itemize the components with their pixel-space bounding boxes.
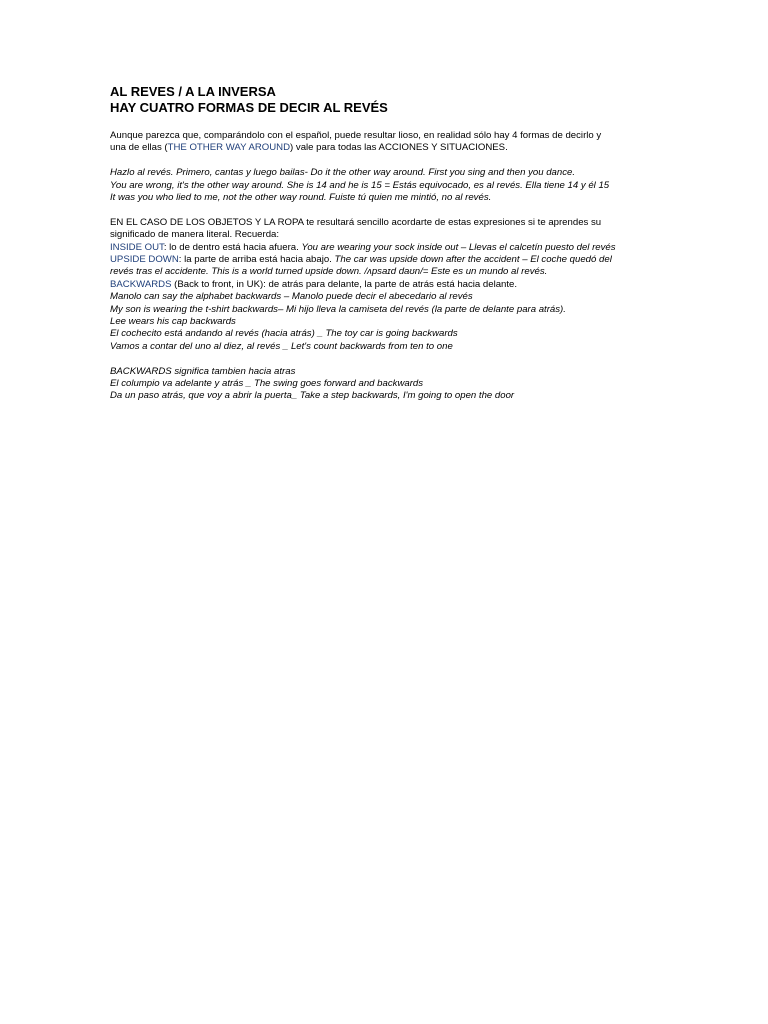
intro-text-b: ) vale para todas las ACCIONES Y SITUACIONES.: [290, 142, 508, 154]
objects-line-1: EN EL CASO DE LOS OBJETOS Y LA ROPA te resultará sencillo acordarte de estas expresiones si te aprendes su: [110, 216, 602, 228]
backwards-example-4: El cochecito está andando al revés (hacia atrás) _ The toy car is going backwards: [110, 328, 458, 340]
subtitle: HAY CUATRO FORMAS DE DECIR AL REVÉS: [110, 100, 388, 115]
intro-line-1: Aunque parezca que, comparándolo con el español, puede resultar lioso, en realidad sólo hay 4 formas de decirlo y: [110, 130, 602, 141]
intro-line-2: [110, 142, 670, 154]
step-example: Da un paso atrás, que voy a abrir la puerta_ Take a step backwards, I'm going to open the door: [110, 390, 515, 402]
objects-line-2: significado de manera literal. Recuerda:: [110, 229, 280, 241]
example-line-3: It was you who lied to me, not the other way round. Fuiste tú quien me mintió, no al revés.: [110, 192, 492, 204]
inside-out-label: INSIDE OUT: [110, 241, 164, 253]
intro-text-a: una de ellas (: [110, 142, 168, 154]
backwards-example-5: Vamos a contar del uno al diez, al revés _ Let's count backwards from ten to one: [110, 340, 453, 352]
swing-example: El columpio va adelante y atrás _ The swing goes forward and backwards: [110, 378, 424, 390]
inside-out-definition: : lo de dentro está hacia afuera.: [163, 241, 302, 253]
backwards-example-2: My son is wearing the t-shirt backwards– Mi hijo lleva la camiseta del revés (la parte de delante para atrás).: [110, 303, 566, 315]
main-title: AL REVES / A LA INVERSA: [110, 84, 276, 99]
inside-out-line: [110, 242, 670, 254]
upside-down-label: UPSIDE DOWN: [110, 254, 179, 266]
inside-out-example: You are wearing your sock inside out – Llevas el calcetín puesto del revés: [301, 241, 616, 253]
backwards-label: BACKWARDS: [110, 278, 172, 290]
document-page: [110, 84, 670, 403]
backwards-example-3: Lee wears his cap backwards: [110, 316, 236, 328]
backwards-example-1: Manolo can say the alphabet backwards – Manolo puede decir el abecedario al revés: [110, 291, 473, 303]
example-line-1: Hazlo al revés. Primero, cantas y luego bailas- Do it the other way around. First you sing and then you dance.: [110, 167, 576, 179]
backwards-line: [110, 279, 670, 291]
upside-down-line-2: revés tras el accidente. This is a world turned upside down. /ʌpsaɪd daʊn/= Este es un mundo al revés.: [110, 266, 548, 278]
upside-down-line: [110, 254, 670, 266]
backwards-meaning-line: BACKWARDS significa tambien hacia atras: [110, 365, 296, 377]
upside-down-definition: : la parte de arriba está hacia abajo.: [178, 254, 335, 266]
other-way-around-highlight: THE OTHER WAY AROUND: [167, 142, 291, 154]
example-line-2: You are wrong, it's the other way around. She is 14 and he is 15 = Estás equivocado, es al revés. Ella tiene 14 y él 15: [110, 179, 610, 191]
upside-down-example: The car was upside down after the accident – El coche quedó del: [334, 254, 612, 266]
backwards-definition: (Back to front, in UK): de atrás para delante, la parte de atrás está hacia delante.: [171, 278, 518, 290]
